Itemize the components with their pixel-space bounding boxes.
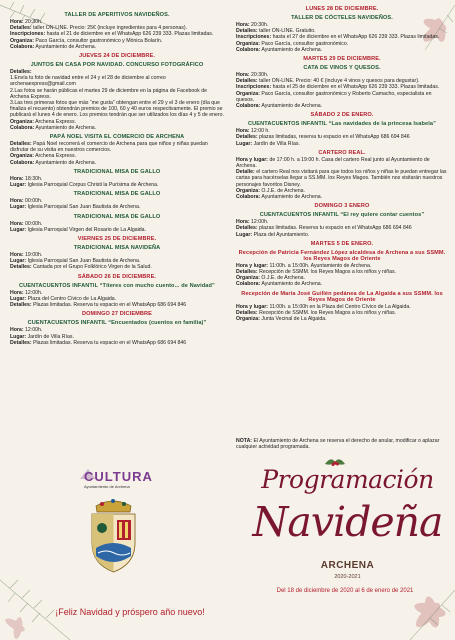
event-detail-label: Detalles:	[236, 28, 258, 35]
event-title: Recepción de María José Guillén pedánea de La Algaida a sus SSMM. los Reyes Magos de Oriente	[241, 290, 443, 303]
event-detail-text: 12:00h.	[249, 219, 269, 226]
event-detail-label: Organiza:	[236, 187, 260, 194]
event-block	[10, 62, 224, 131]
poinsettia-decoration-bottom-right-icon	[380, 560, 455, 640]
event-detail-text: Iglesia Parroquial San Juan Bautista de Archena.	[26, 258, 141, 265]
event-title: VIERNES 25 DE DICIEMBRE.	[77, 236, 157, 243]
event-detail-label: Detalles:	[10, 25, 32, 32]
event-detail-label: Colabora:	[10, 159, 35, 166]
event-detail-text: Archena Express.	[33, 118, 77, 125]
event-detail-line	[236, 281, 448, 287]
event-detail-line	[10, 160, 224, 166]
event-title: TALLER DE CÓCTELES NAVIDEÑOS.	[291, 15, 393, 21]
event-detail-text: 00:00h.	[23, 198, 43, 205]
event-title: LUNES 28 DE DICIEMBRE.	[305, 6, 379, 12]
event-title: Recepción de Patricia Fernández López alcaldesa de Archena a sus SSMM. los Reyes Magos de Oriente	[238, 249, 446, 262]
event-detail-label: Hora:	[236, 128, 250, 135]
event-detail-label: Hora:	[236, 72, 250, 79]
event-detail-label: Colabora:	[236, 46, 261, 53]
event-detail-label: Detalles:	[10, 69, 32, 76]
event-detail-label: Detalles:	[10, 339, 32, 346]
event-detail-label: Hora:	[10, 252, 24, 259]
event-detail-label: Organiza:	[236, 316, 260, 323]
event-detail-line	[10, 182, 224, 188]
event-detail-label: Detalle:	[236, 169, 255, 176]
event-block	[10, 311, 224, 317]
event-block	[236, 203, 448, 209]
event-detail-label: Detalles:	[10, 141, 32, 148]
event-block	[236, 6, 448, 12]
event-detail-label: Organiza:	[10, 37, 34, 44]
event-detail-label: Hora:	[10, 289, 24, 296]
event-detail-label: Organiza:	[236, 275, 260, 282]
event-detail-text: Ayuntamiento de Archena.	[34, 43, 97, 50]
event-detail-text: Plaza del Ayuntamiento.	[252, 231, 310, 238]
cultura-logo-subtitle: Ayuntamiento de Archena	[84, 484, 130, 489]
event-detail-text: Ayuntamiento de Archena.	[260, 46, 323, 53]
event-detail-label: Inscripciones:	[236, 84, 272, 91]
date-range: Del 18 de diciembre de 2020 al 6 de enero de 2021	[276, 588, 414, 594]
event-detail-text: Paco García, consultor gastronómico y Roberto Camacho, especialista en quesos.	[236, 90, 432, 103]
event-detail-text: 20:30h.	[249, 72, 269, 79]
disclaimer-note	[236, 438, 444, 450]
left-column	[10, 10, 224, 349]
event-title: TALLER DE APERITIVOS NAVIDEÑOS.	[64, 12, 170, 18]
event-detail-label: Hora:	[10, 327, 24, 334]
event-detail-text: 18:30h.	[23, 175, 43, 182]
event-detail-label: Hora y lugar:	[236, 262, 268, 269]
poster-title-navidena: Navideña	[252, 498, 443, 546]
event-detail-label: Organiza:	[10, 118, 34, 125]
event-detail-label: Detalles:	[236, 78, 258, 85]
event-detail-text: 11:00h. a 15:00h en la Plaza del Centro Cívico de La Algaida.	[268, 303, 411, 310]
event-title: DOMINGO 27 DICIEMBRE	[81, 311, 153, 318]
event-detail-line	[236, 141, 448, 147]
event-detail-label: Hora:	[236, 22, 250, 28]
event-detail-text: Recepción de SSMM. los Reyes Magos a los niños y niñas.	[257, 309, 397, 316]
event-detail-line	[10, 340, 224, 346]
poster-title-programacion: Programación	[261, 465, 434, 494]
event-title: CUENTACUENTOS INFANTIL “Encuentados (cuentos en familia)”	[27, 320, 207, 327]
event-detail-text: Iglesia Parroquial Virgen del Rosario de La Algaida.	[26, 226, 147, 233]
event-detail-label: Detalles:	[236, 225, 258, 232]
event-detail-label: Lugar:	[10, 333, 27, 340]
event-detail-label: Colabora:	[10, 43, 35, 50]
event-detail-line	[10, 88, 224, 100]
event-detail-label: Lugar:	[236, 231, 253, 238]
event-title: PAPÁ NOEL VISITA EL COMERCIO DE ARCHENA	[49, 134, 185, 141]
event-detail-label: Colabora:	[236, 103, 261, 110]
event-detail-label: Lugar:	[236, 140, 253, 147]
event-detail-text: 12:00h.	[23, 289, 43, 296]
event-detail-text: Iglesia Parroquial Corpus Christi la Purísima de Archena.	[26, 182, 159, 189]
event-detail-line	[10, 125, 224, 131]
cultura-logo-text: CULTURA	[84, 469, 153, 484]
event-block	[10, 283, 224, 309]
season-label: 2020-2021	[334, 574, 361, 580]
event-detail-label: Hora:	[10, 198, 24, 205]
event-detail-text: 20:30h.	[249, 22, 269, 28]
event-detail-text: taller ON-LINE. Precio: 40 € (incluye 4 vinos y quesos para degustar).	[257, 78, 420, 85]
event-detail-text: 12:00h.	[23, 327, 43, 334]
note-label: NOTA:	[236, 438, 253, 444]
event-detail-label: Lugar:	[10, 182, 27, 189]
event-detail-label: Hora:	[10, 175, 24, 182]
event-detail-label: Colabora:	[236, 281, 261, 288]
event-detail-line	[10, 227, 224, 233]
event-block	[236, 121, 448, 147]
event-detail-line	[10, 75, 224, 87]
holiday-greeting: ¡Feliz Navidad y próspero año nuevo!	[55, 607, 205, 617]
event-detail-text: 00:00h.	[23, 220, 43, 227]
event-detail-label: Organiza:	[236, 40, 260, 47]
event-detail-text: hasta el 27 de diciembre en el WhatsApp 626 239 333. Plazas limitadas.	[271, 34, 440, 41]
event-detail-text: Plazas limitadas. Reserva tu espacio en el WhatsApp 686 694 846	[31, 339, 187, 346]
event-detail-text: Ayuntamiento de Archena.	[260, 194, 323, 201]
event-detail-line	[236, 316, 448, 322]
event-title: SÁBADO 26 DE DICIEMBRE.	[77, 273, 157, 280]
event-detail-text: taller ON-LINE. Gratuito.	[257, 28, 316, 35]
event-detail-text: hasta el 21 de diciembre en el WhatsApp 626 239 333. Plazas limitadas.	[45, 31, 214, 38]
event-block	[236, 250, 448, 288]
event-title: MARTES 29 DE DICIEMBRE.	[303, 56, 381, 63]
event-block	[236, 212, 448, 238]
event-block	[236, 291, 448, 323]
event-detail-text: O.J.E. de Archena.	[259, 275, 305, 282]
event-detail-line	[10, 141, 224, 153]
event-block	[10, 214, 224, 233]
event-detail-label: Detalles:	[236, 269, 258, 276]
event-block	[10, 320, 224, 346]
event-detail-label: Inscripciones:	[236, 34, 272, 41]
event-detail-text: Junta Vecinal de La Algaida.	[259, 316, 327, 323]
event-block	[10, 53, 224, 59]
event-detail-text: Archena Express.	[33, 153, 77, 160]
event-detail-label: Hora y lugar:	[236, 156, 268, 163]
town-name: ARCHENA	[320, 560, 375, 571]
event-detail-label: Detalles:	[236, 134, 258, 141]
event-detail-text: Paco García, consultor gastronómico.	[259, 40, 349, 47]
event-title: SÁBADO 2 DE ENERO.	[310, 112, 374, 119]
event-detail-text: O.J.E. de Archena.	[259, 187, 305, 194]
event-detail-text: Papá Noel recorrerá el comercio de Archena para que niños y niñas puedan disfrutar de su visita en nuestros comercios.	[10, 141, 208, 154]
event-detail-text: Iglesia Parroquial San Juan Bautista de Archena.	[26, 204, 141, 211]
event-block	[10, 169, 224, 188]
event-block	[236, 112, 448, 118]
event-detail-line	[236, 47, 448, 53]
event-detail-text: Recepción de SSMM. los Reyes Magos a los niños y niñas.	[257, 269, 397, 276]
event-block	[10, 12, 224, 50]
event-detail-text: Ayuntamiento de Archena.	[34, 159, 97, 166]
event-block	[10, 134, 224, 166]
event-block	[10, 245, 224, 271]
event-detail-label: Hora:	[236, 219, 250, 226]
archena-coat-of-arms-icon	[86, 498, 141, 576]
event-detail-label: Detalles:	[236, 309, 258, 316]
event-title: TRADICIONAL MISA DE GALLO	[73, 191, 161, 198]
event-detail-label: Hora y lugar:	[236, 303, 268, 310]
event-detail-line	[10, 264, 224, 270]
event-detail-text: Jardín de Villa Rías.	[26, 333, 74, 340]
right-column	[236, 4, 448, 325]
event-detail-text: 11:00h. a 15:00h. Ayuntamiento de Archena.	[268, 262, 372, 269]
event-detail-line	[10, 100, 224, 119]
event-detail-label: Organiza:	[10, 153, 34, 160]
event-title: CATA DE VINOS Y QUESOS.	[303, 65, 381, 72]
event-detail-text: plazas limitadas. Reserva tu espacio en el WhatsApp 686 694 846	[257, 225, 412, 232]
event-title: TRADICIONAL MISA NAVIDEÑA	[73, 245, 161, 252]
event-detail-text: 20:30h.	[23, 19, 43, 25]
event-detail-line	[236, 194, 448, 200]
event-detail-label: Lugar:	[10, 258, 27, 265]
event-title: CUENTACUENTOS INFANTIL “Títeres con mucho cuento... de Navidad”	[19, 282, 215, 289]
event-detail-label: Detalles:	[10, 264, 32, 271]
event-block	[10, 236, 224, 242]
event-block	[236, 150, 448, 200]
event-detail-text: Ayuntamiento de Archena.	[260, 103, 323, 110]
event-detail-line	[236, 232, 448, 238]
event-detail-text: 19:00h.	[23, 252, 43, 259]
event-title: CUENTACUENTOS INFANTIL “Las navidades de la princesa Isabela”	[248, 121, 436, 128]
event-title: JUEVES 24 DE DICIEMBRE.	[79, 53, 155, 60]
pine-branch-decoration-bottom-left-icon	[0, 540, 90, 640]
event-detail-text: el cartero Real nos visitará para que todos los niños y niñas le puedan entregar las cartas para hacérselas llegar a SS.MM. los Reyes Magos. También nos visitarán nuestros personajes favoritos Disney.	[236, 169, 447, 188]
event-detail-label: Detalles:	[10, 302, 32, 309]
event-title: CARTERO REAL.	[318, 149, 366, 156]
event-detail-label: Lugar:	[10, 226, 27, 233]
event-detail-text: Paco García, consultor gastronómico y Mónica Bolarín.	[33, 37, 163, 44]
event-title: JUNTOS EN CASA POR NAVIDAD. CONCURSO FOTOGRÁFICO	[30, 62, 204, 69]
event-detail-label: Colabora:	[236, 194, 261, 201]
event-detail-text: de 17:00 h. a 19:00 h. Casa del cartero Real junto al Ayuntamiento de Archena.	[236, 156, 430, 170]
event-detail-text: Jardín de Villa Rías.	[252, 140, 300, 147]
event-detail-label: Hora:	[10, 220, 24, 227]
event-block	[236, 56, 448, 62]
event-detail-line	[10, 44, 224, 50]
event-detail-line	[236, 103, 448, 109]
event-detail-line	[236, 91, 448, 103]
event-detail-text: 2.Las fotos se harán públicas el martes 29 de diciembre en la página de Facebook de Archena Express.	[10, 87, 207, 100]
event-detail-text: Ayuntamiento de Archena.	[34, 124, 97, 131]
event-detail-text: Plaza del Centro Cívico de La Algaida.	[26, 295, 117, 302]
event-block	[236, 241, 448, 247]
event-block	[236, 15, 448, 53]
event-detail-text: Cantada por el Grupo Folklórico Virgen de la Salud.	[31, 264, 152, 271]
event-title: DOMINGO 3 ENERO	[314, 203, 370, 210]
note-text: El Ayuntamiento de Archena se reserva el derecho de anular, modificar o aplazar cualquier actividad programada.	[236, 438, 440, 451]
event-detail-text: 1.Envía tu foto de navidad entre el 24 y el 28 de diciembre al correo archenaexpress@gmail.com	[10, 75, 166, 88]
event-block	[10, 274, 224, 280]
event-detail-text: Plazas limitadas. Reserva tu espacio en el WhatsApp 686 694 846	[31, 302, 187, 309]
event-detail-line	[10, 204, 224, 210]
event-title: CUENTACUENTOS INFANTIL “El rey quiere contar cuentos”	[259, 212, 425, 219]
event-detail-text: Ayuntamiento de Archena.	[260, 281, 323, 288]
event-detail-line	[10, 302, 224, 308]
event-detail-label: Inscripciones:	[10, 31, 46, 38]
event-title: TRADICIONAL MISA DE GALLO	[73, 213, 161, 220]
event-block	[10, 191, 224, 210]
event-detail-text: 12:00 h.	[249, 128, 270, 135]
event-detail-label: Lugar:	[10, 295, 27, 302]
event-detail-label: Hora:	[10, 19, 24, 25]
event-detail-text: hasta el 25 de diciembre en el WhatsApp 626 239 333. Plazas limitadas.	[271, 84, 440, 91]
event-block	[236, 65, 448, 109]
event-detail-line	[236, 157, 448, 169]
event-detail-label: Colabora:	[10, 124, 35, 131]
event-detail-label: Lugar:	[10, 204, 27, 211]
event-detail-label: Organiza:	[236, 90, 260, 97]
event-detail-text: plazas limitadas, reserva tu espacio en el WhatsApp 686 694 846	[257, 134, 410, 141]
event-detail-text: taller ON-LINE. Precio: 25€ (incluye ingredientes para 4 personas).	[31, 25, 188, 32]
event-detail-text: 3.Las tres primeras fotos que más “me gusta” obtengan entre el 29 y el 3 de enero (día que finaliza el recuento) obtendrán premios de 100, 60 y 40 euros respectivamente. El premio se publicará el lunes 4 de enero. Los premios tendrán que ser utilizados los días 4 y 5 de enero.	[10, 100, 224, 119]
event-detail-line	[236, 169, 448, 188]
event-title: TRADICIONAL MISA DE GALLO	[73, 168, 161, 175]
event-title: MARTES 5 DE ENERO.	[310, 240, 374, 247]
